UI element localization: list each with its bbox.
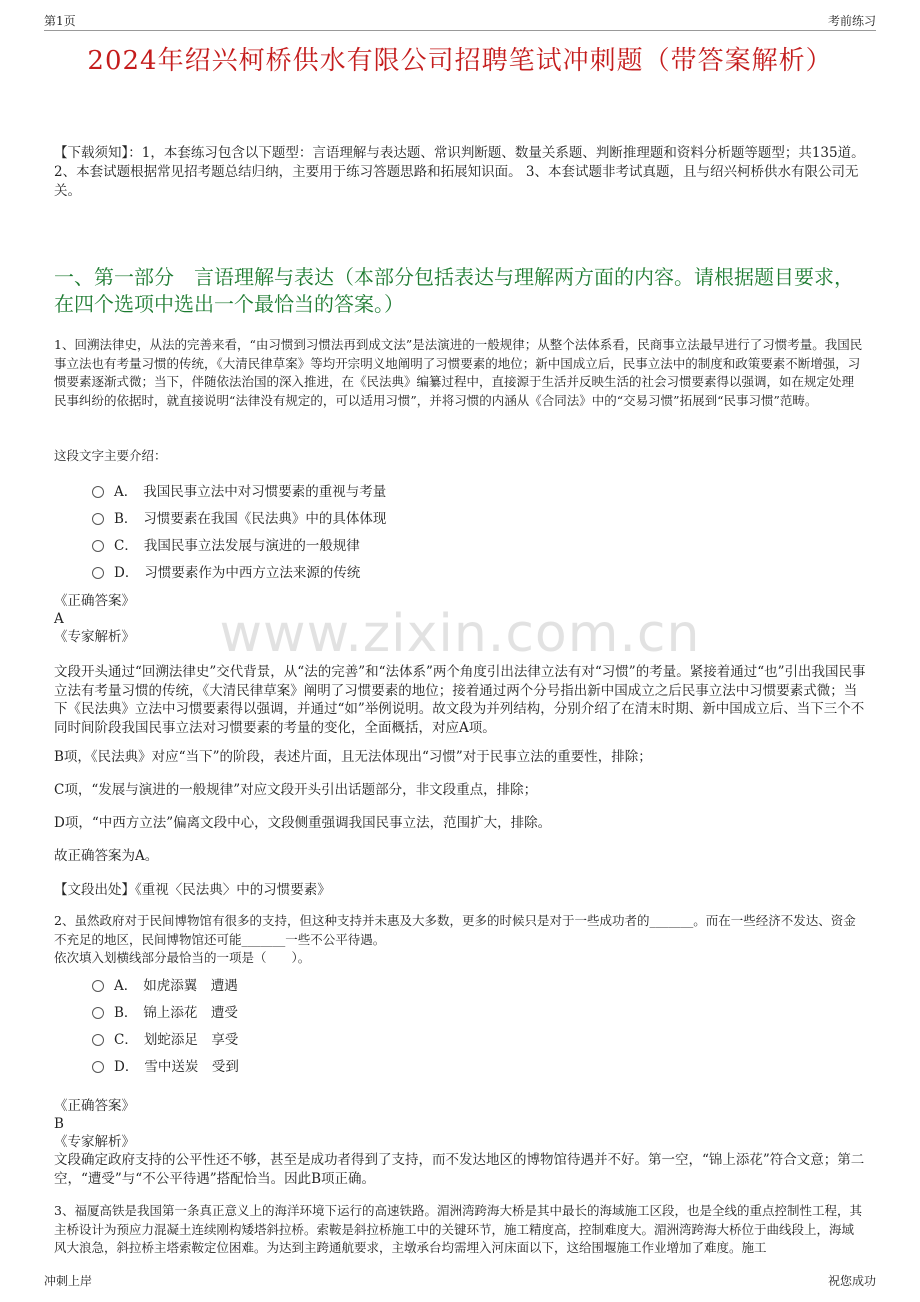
option-letter: C． bbox=[114, 537, 138, 554]
option-text: 习惯要素在我国《民法典》中的具体体现 bbox=[143, 510, 387, 527]
option-a[interactable] bbox=[92, 476, 386, 503]
analysis-paragraph: B项，《民法典》对应“当下”的阶段，表述片面，且无法体现出“习惯”对于民事立法的重要性，排除； bbox=[54, 749, 652, 765]
answer-value: A bbox=[54, 611, 64, 627]
question-2-text bbox=[54, 912, 866, 968]
option-b[interactable] bbox=[92, 997, 239, 1024]
radio-button[interactable] bbox=[92, 513, 104, 525]
option-text: 习惯要素作为中西方立法来源的传统 bbox=[144, 564, 361, 581]
answer-label: 《正确答案》 bbox=[54, 593, 135, 609]
radio-button[interactable] bbox=[92, 1034, 104, 1046]
option-text: 雪中送炭 受到 bbox=[144, 1058, 239, 1075]
option-letter: C． bbox=[114, 1031, 138, 1048]
analysis-label: 《专家解析》 bbox=[54, 629, 135, 645]
option-text: 我国民事立法发展与演进的一般规律 bbox=[143, 537, 360, 554]
analysis-paragraph: 文段确定政府支持的公平性还不够，甚至是成功者得到了支持，而不发达地区的博物馆待遇并不好。第一空，“锦上添花”符合文意；第二空，“遭受”与“不公平待遇”搭配恰当。因此B项正确。 bbox=[54, 1152, 865, 1187]
page-number: 第1页 bbox=[44, 14, 76, 28]
option-d[interactable] bbox=[92, 557, 386, 584]
passage-source: 【文段出处】《重视〈民法典〉中的习惯要素》 bbox=[54, 882, 331, 898]
question-1-stem: 这段文字主要介绍： bbox=[54, 448, 167, 463]
option-text: 划蛇添足 享受 bbox=[143, 1031, 239, 1048]
document-title: 2024年绍兴柯桥供水有限公司招聘笔试冲刺题（带答案解析） bbox=[87, 46, 833, 76]
analysis-label: 《专家解析》 bbox=[54, 1134, 135, 1150]
option-text: 锦上添花 遭受 bbox=[143, 1004, 238, 1021]
radio-button[interactable] bbox=[92, 567, 104, 579]
watermark: www.zixin.com.cn bbox=[219, 604, 701, 664]
radio-button[interactable] bbox=[92, 1007, 104, 1019]
answer-label: 《正确答案》 bbox=[54, 1098, 135, 1114]
question-1-text: 1、回溯法律史，从法的完善来看，“由习惯到习惯法再到成文法”是法演进的一般规律；从整个法体系看，民商事立法最早进行了习惯考量。我国民事立法也有考量习惯的传统，《大清民律草案》等均开宗明义地阐明了习惯要素的地位；新中国成立后，民事立法中的制度和政策要素不断增强，习惯要素逐渐式微；当下，伴随依法治国的深入推进，在《民法典》编纂过程中，直接源于生活并反映生活的社会习惯要素得以强调，如在规定处理民事纠纷的依据时，就直接说明“法律没有规定的，可以适用习惯”，并将习惯的内涵从《合同法》中的“交易习惯”拓展到“民事习惯”范畴。 bbox=[54, 337, 863, 408]
option-letter: A． bbox=[114, 483, 138, 500]
radio-button[interactable] bbox=[92, 486, 104, 498]
option-letter: B． bbox=[114, 1004, 138, 1021]
option-letter: A． bbox=[114, 977, 138, 994]
option-d[interactable] bbox=[92, 1051, 239, 1078]
header-label: 考前练习 bbox=[827, 14, 876, 28]
radio-button[interactable] bbox=[92, 980, 104, 992]
option-letter: D． bbox=[114, 564, 139, 581]
option-text: 我国民事立法中对习惯要素的重视与考量 bbox=[143, 483, 387, 500]
section-heading: 一、第一部分 言语理解与表达（本部分包括表达与理解两方面的内容。请根据题目要求，在四个选项中选出一个最恰当的答案。） bbox=[54, 265, 854, 316]
question-2-stem: 依次填入划横线部分最恰当的一项是（ ）。 bbox=[54, 950, 311, 965]
radio-button[interactable] bbox=[92, 540, 104, 552]
question-1-options bbox=[92, 476, 386, 584]
analysis-paragraph: C项，“发展与演进的一般规律”对应文段开头引出话题部分，非文段重点，排除； bbox=[54, 782, 538, 798]
page-header bbox=[44, 0, 876, 31]
question-2-body: 2、虽然政府对于民间博物馆有很多的支持，但这种支持并未惠及大多数，更多的时候只是对于一些成功者的_______。而在一些经济不发达、资金不充足的地区，民间博物馆还可能_______一些不公平待遇。 bbox=[54, 913, 856, 947]
option-a[interactable] bbox=[92, 970, 239, 997]
question-2-answer-block bbox=[54, 1097, 135, 1151]
option-text: 如虎添翼 遭遇 bbox=[143, 977, 238, 994]
question-1-answer-block bbox=[54, 592, 135, 646]
answer-value: B bbox=[54, 1116, 64, 1132]
radio-button[interactable] bbox=[92, 1061, 104, 1073]
option-c[interactable] bbox=[92, 530, 386, 557]
option-letter: B． bbox=[114, 510, 138, 527]
analysis-conclusion: 故正确答案为A。 bbox=[54, 848, 159, 864]
analysis-paragraph: D项，“中西方立法”偏离文段中心，文段侧重强调我国民事立法，范围扩大，排除。 bbox=[54, 815, 552, 831]
question-2-options bbox=[92, 970, 239, 1078]
footer-left: 冲刺上岸 bbox=[44, 1274, 93, 1288]
footer-right: 祝您成功 bbox=[827, 1274, 876, 1288]
option-c[interactable] bbox=[92, 1024, 239, 1051]
analysis-paragraph: 文段开头通过“回溯法律史”交代背景，从“法的完善”和“法体系”两个角度引出法律立法有对“习惯”的考量。紧接着通过“也”引出我国民事立法有考量习惯的传统，《大清民律草案》阐明了习惯要素的地位；接着通过两个分号指出新中国成立之后民事立法中习惯要素式微；当下《民法典》立法中习惯要素得以强调，并通过“如”举例说明。故文段为并列结构，分别介绍了在清末时期、新中国成立后、当下三个不同时间阶段我国民事立法对习惯要素的考量的变化，全面概括，对应A项。 bbox=[54, 664, 866, 736]
question-3-text: 3、福厦高铁是我国第一条真正意义上的海洋环境下运行的高速铁路。湄洲湾跨海大桥是其中最长的海域施工区段，也是全线的重点控制性工程，其主桥设计为预应力混凝土连续刚构矮塔斜拉桥。索鞍是斜拉桥施工中的关键环节，施工精度高，控制难度大。湄洲湾跨海大桥位于曲线段上，海域风大浪急，斜拉桥主塔索鞍定位困难。为达到主跨通航要求，主墩承台均需埋入河床面以下，这给围堰施工作业增加了难度。施工 bbox=[54, 1203, 862, 1255]
option-letter: D． bbox=[114, 1058, 139, 1075]
option-b[interactable] bbox=[92, 503, 386, 530]
download-notice: 【下载须知】：1，本套练习包含以下题型：言语理解与表达题、常识判断题、数量关系题、判断推理题和资料分析题等题型；共135道。 2、本套试题根据常见招考题总结归纳，主要用于练习答题思路和拓展知识面。 3、本套试题非考试真题，且与绍兴柯桥供水有限公司无关。 bbox=[54, 145, 865, 199]
